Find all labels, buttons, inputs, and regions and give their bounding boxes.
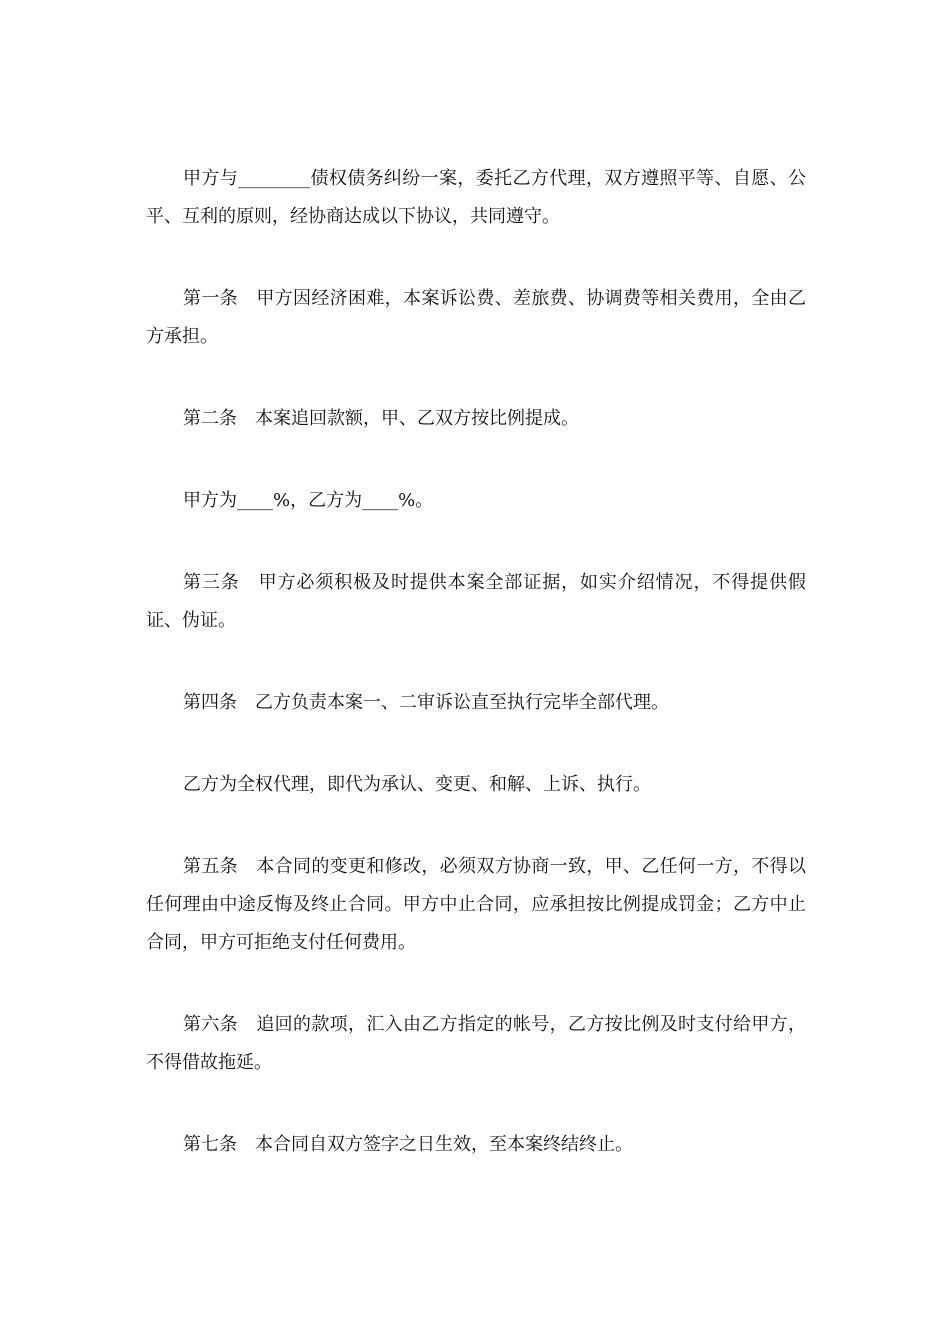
full-authority-paragraph: 乙方为全权代理，即代为承认、变更、和解、上诉、执行。 <box>183 774 651 795</box>
article-3-paragraph: 第三条 甲方必须积极及时提供本案全部证据，如实介绍情况，不得提供假证、伪证。 <box>146 572 806 631</box>
intro-paragraph: 甲方与________债权债务纠纷一案，委托乙方代理，双方遵照平等、自愿、公平、互利的原则，经协商达成以下协议，共同遵守。 <box>146 168 806 227</box>
share-ratio-paragraph: 甲方为____%，乙方为____%。 <box>183 490 434 511</box>
article-2-paragraph: 第二条 本案追回款额，甲、乙双方按比例提成。 <box>183 408 579 429</box>
article-6-paragraph: 第六条 追回的款项，汇入由乙方指定的帐号，乙方按比例及时支付给甲方，不得借故拖延。 <box>146 1014 806 1073</box>
article-1-paragraph: 第一条 甲方因经济困难，本案诉讼费、差旅费、协调费等相关费用，全由乙方承担。 <box>146 288 806 347</box>
article-4-paragraph: 第四条 乙方负责本案一、二审诉讼直至执行完毕全部代理。 <box>183 692 669 713</box>
article-5-paragraph: 第五条 本合同的变更和修改，必须双方协商一致，甲、乙任何一方，不得以任何理由中途反悔及终止合同。甲方中止合同，应承担按比例提成罚金；乙方中止合同，甲方可拒绝支付任何费用。 <box>146 856 806 953</box>
article-7-paragraph: 第七条 本合同自双方签字之日生效，至本案终结终止。 <box>183 1134 633 1155</box>
contract-body <box>146 160 806 1208</box>
